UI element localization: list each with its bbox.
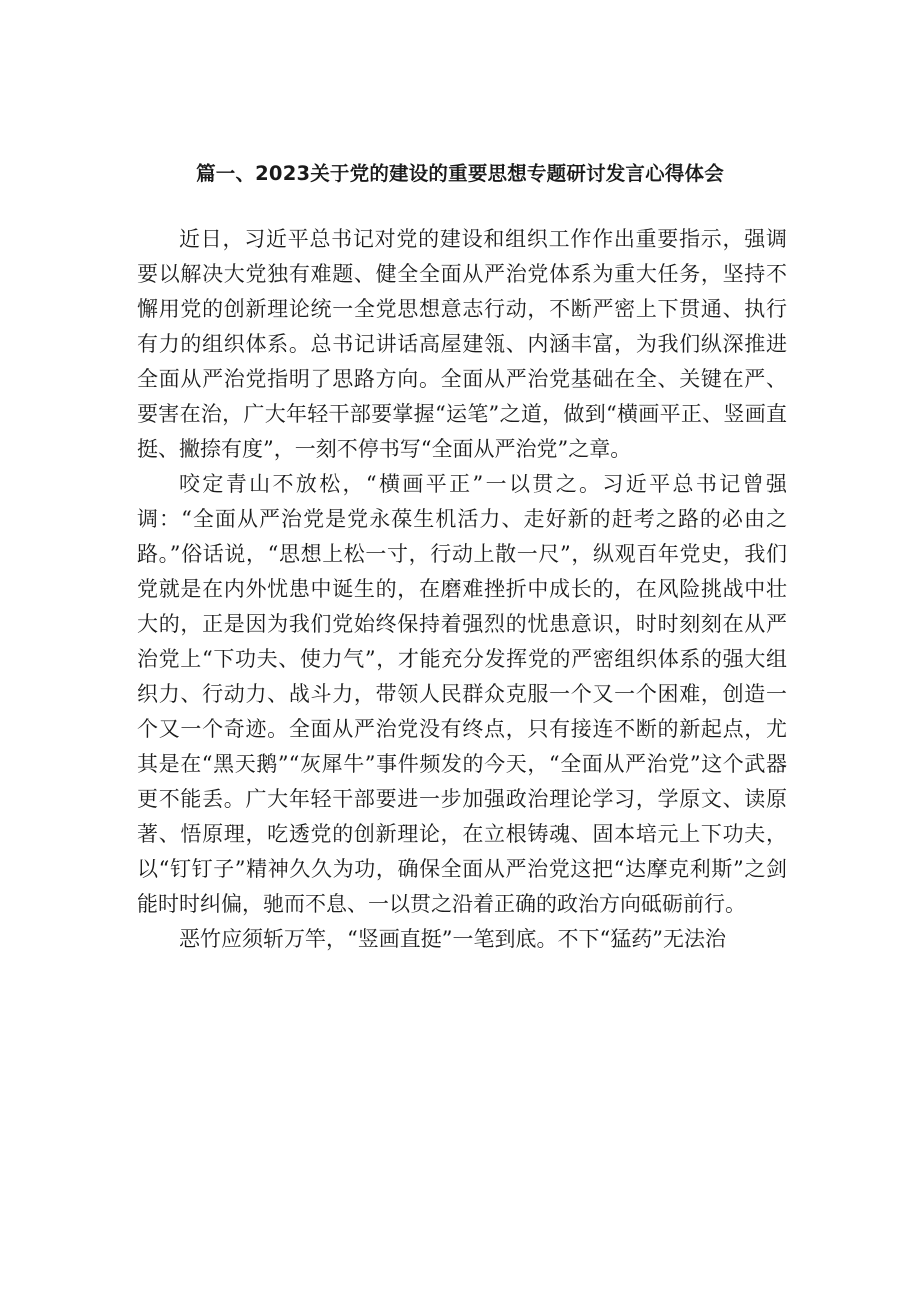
document-body [137,222,787,957]
paragraph-2: 咬定青山不放松，“横画平正”一以贯之。习近平总书记曾强调：“全面从严治党是党永葆生机活力、走好新的赶考之路的必由之路。”俗话说，“思想上松一寸，行动上散一尺”，纵观百年党史，我们党就是在内外忧患中诞生的，在磨难挫折中成长的，在风险挑战中壮大的，正是因为我们党始终保持着强烈的忧患意识，时时刻刻在从严治党上“下功夫、使力气”，才能充分发挥党的严密组织体系的强大组织力、行动力、战斗力，带领人民群众克服一个又一个困难，创造一个又一个奇迹。全面从严治党没有终点，只有接连不断的新起点，尤其是在“黑天鹅”“灰犀牛”事件频发的今天，“全面从严治党”这个武器更不能丢。广大年轻干部要进一步加强政治理论学习，学原文、读原著、悟原理，吃透党的创新理论，在立根铸魂、固本培元上下功夫，以“钉钉子”精神久久为功，确保全面从严治党这把“达摩克利斯”之剑能时时纠偏，驰而不息、一以贯之沿着正确的政治方向砥砺前行。 [137,472,787,916]
paragraph-3: 恶竹应须斩万竿，“竖画直挺”一笔到底。不下“猛药”无法治 [179,927,726,951]
document-title: 篇一、2023关于党的建设的重要思想专题研讨发言心得体会 [196,162,724,185]
paragraph-1: 近日，习近平总书记对党的建设和组织工作作出重要指示，强调要以解决大党独有难题、健全全面从严治党体系为重大任务，坚持不懈用党的创新理论统一全党思想意志行动，不断严密上下贯通、执行有力的组织体系。总书记讲话高屋建瓴、内涵丰富，为我们纵深推进全面从严治党指明了思路方向。全面从严治党基础在全、关键在严、要害在治，广大年轻干部要掌握“运笔”之道，做到“横画平正、竖画直挺、撇捺有度”，一刻不停书写“全面从严治党”之章。 [137,227,787,461]
